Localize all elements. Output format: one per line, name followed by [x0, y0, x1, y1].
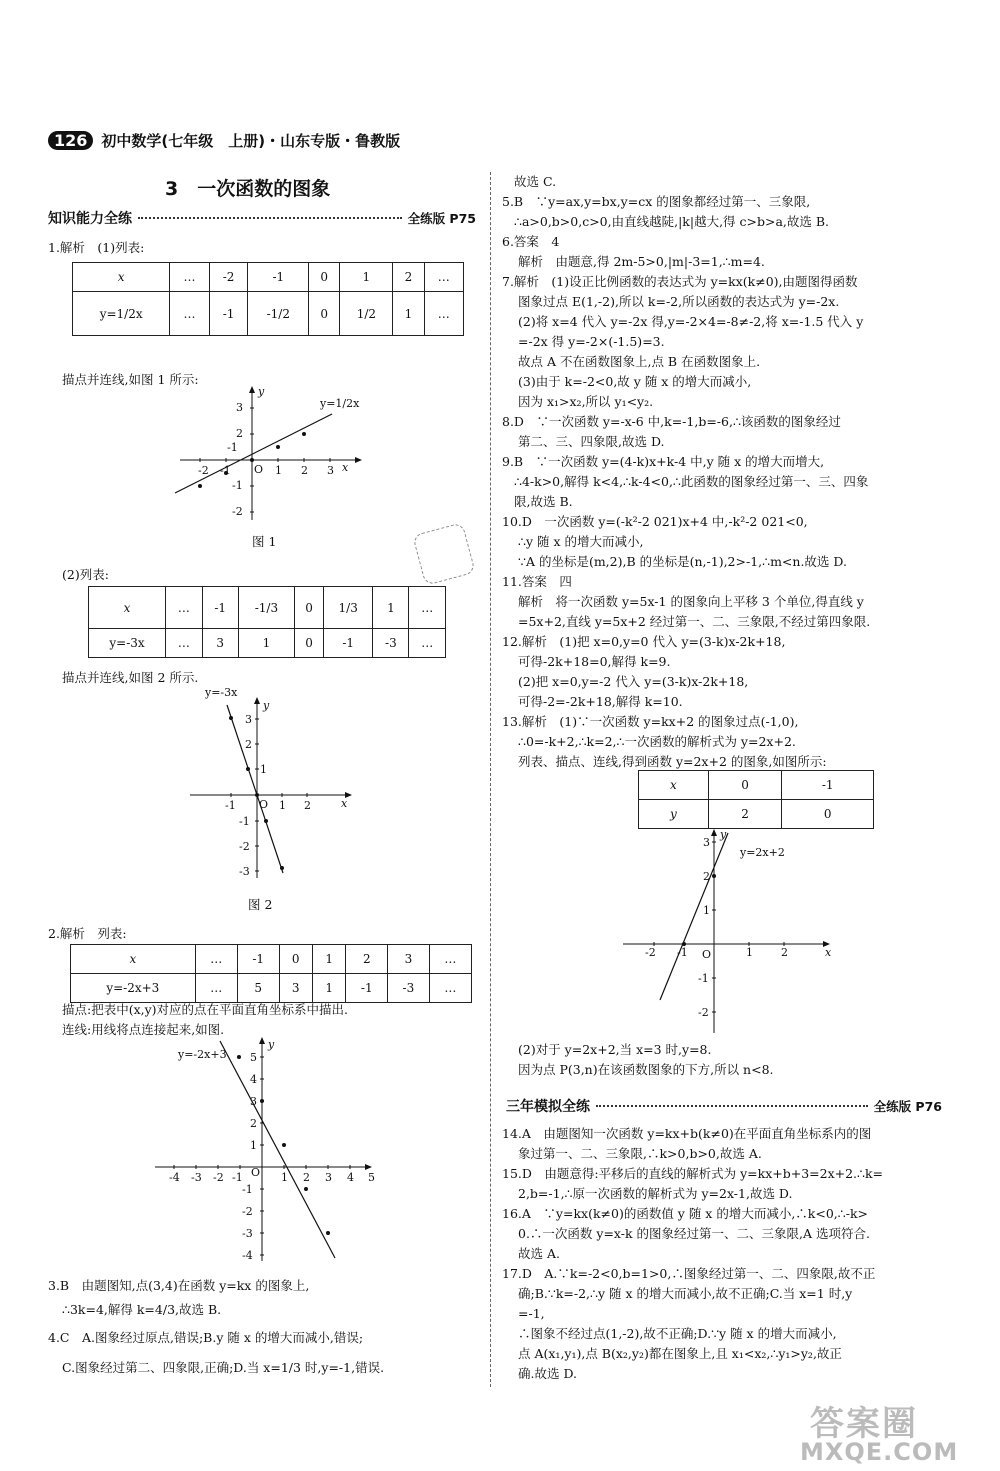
svg-text:3: 3 — [327, 464, 334, 477]
section-header: 知识能力全练 全练版 P75 — [48, 211, 476, 227]
svg-text:y: y — [258, 385, 265, 398]
svg-text:-1: -1 — [698, 972, 709, 985]
svg-text:-4: -4 — [242, 1249, 253, 1262]
svg-text:x: x — [341, 797, 348, 810]
right-column-bottom: 14.A 由题图知一次函数 y=kx+b(k≠0)在平面直角坐标系内的图 象过第一、二、三象限,∴k>0,b>0,故选 A. 15.D 由题意得:平移后的直线的解析式为 y=kx+b+3=2x+2.∴k= 2,b=-1,∴原一次函数的解析式为 y=2x-1,故选 D. 16.A ∵y=kx(k≠0)的函数值 y 随 x 的增大而减小,∴k<0,∴-k> 0.∴一次函数 y=x-k 的图象经过第一、二、三象限,A 选项符合. 故选 A. 17.D A.∵k=-2<0,b=1>0,∴图象经过第一、二、四象限,故不正 确;B.∵k=-2,∴y 随 x 的增大而减小,故不正确;C.当 x=1 时,y =-1, ∴图象不经过点(1,-2),故不正确;D.∵y 随 x 的增大而减小, 点 A(x₁,y₁),点 B(x₂,y₂)都在图象上,且 x₁<x₂,∴y₁>y₂,故正 确.故选 D. — [502, 1126, 884, 1381]
svg-text:O: O — [251, 1166, 261, 1179]
svg-text:2: 2 — [250, 1117, 257, 1130]
svg-text:y: y — [263, 699, 270, 712]
section-header: 三年模拟全练 全练版 P76 — [506, 1099, 942, 1115]
figure-4 — [618, 828, 843, 1038]
svg-text:1: 1 — [281, 1171, 288, 1184]
fig3-line-label: y=-2x+3 — [178, 1048, 227, 1061]
svg-text:2: 2 — [304, 799, 311, 812]
figure-2 — [185, 683, 365, 883]
draw-note-1: 描点并连线,如图 1 所示: — [62, 372, 199, 387]
svg-text:-2: -2 — [213, 1171, 224, 1184]
figure-1 — [170, 385, 370, 525]
stamp-mark — [412, 522, 476, 586]
svg-text:x: x — [342, 461, 349, 474]
svg-text:-3: -3 — [239, 865, 250, 878]
fig4-line-label: y=2x+2 — [740, 846, 785, 859]
svg-text:1: 1 — [260, 763, 267, 776]
svg-text:3: 3 — [245, 713, 252, 726]
svg-text:-1: -1 — [239, 815, 250, 828]
svg-text:-4: -4 — [169, 1171, 180, 1184]
q3-text-2: ∴3k=4,解得 k=4/3,故选 B. — [62, 1302, 222, 1317]
svg-text:-2: -2 — [232, 505, 243, 518]
svg-text:-2: -2 — [198, 464, 209, 477]
table-3: x … -1 0 1 2 3 … y=-2x+3 … 5 3 1 -1 -3 … — [70, 944, 472, 1003]
svg-text:y: y — [720, 828, 727, 841]
svg-text:-1: -1 — [220, 464, 231, 477]
fig1-line-label: y=1/2x — [320, 397, 360, 410]
svg-text:-2: -2 — [239, 840, 250, 853]
q2-text-2: 连线:用线将点连接起来,如图. — [62, 1022, 225, 1037]
q13-after-figure: (2)对于 y=2x+2,当 x=3 时,y=8. 因为点 P(3,n)在该函数图象的下方,所以 n<8. — [518, 1042, 774, 1077]
q4-text-1: 4.C A.图象经过原点,错误;B.y 随 x 的增大而减小,错误; — [48, 1330, 364, 1345]
chapter-title: 3 一次函数的图象 — [165, 178, 331, 200]
svg-text:y: y — [268, 1038, 275, 1051]
svg-text:4: 4 — [347, 1171, 354, 1184]
svg-text:3: 3 — [250, 1095, 257, 1108]
svg-text:2: 2 — [303, 1171, 310, 1184]
svg-text:2: 2 — [245, 738, 252, 751]
table-4: x 0 -1 y 2 0 — [638, 770, 874, 829]
svg-text:2: 2 — [703, 870, 710, 883]
svg-text:3: 3 — [236, 401, 243, 414]
book-title: 初中数学(七年级 上册)・山东专版・鲁教版 — [101, 132, 401, 150]
right-column-top: 故选 C. 5.B ∵y=ax,y=bx,y=cx 的图象都经过第一、三象限, ∴a>0,b>0,c>0,由直线越陡,|k|越大,得 c>b>a,故选 B. 6.答案 4 解析 由题意,得 2m-5>0,|m|-3=1,∴m=4. 7.解析 (1)设正比例函数的表达式为 y=kx(k≠0),由题图得函数 图象过点 E(1,-2),所以 k=-2,所以函数的表达式为 y=-2x. (2)将 x=4 代入 y=-2x 得,y=-2×4=-8≠-2,将 x=-1.5 代入 y =-2x 得 y=-2×(-1.5)=3. 故点 A 不在函数图象上,点 B 在函数图象上. (3)由于 k=-2<0,故 y 随 x 的增大而减小, 因为 x₁>x₂,所以 y₁<y₂. 8.D ∵一次函数 y=-x-6 中,k=-1,b=-6,∴该函数的图象经过 第二、三、四象限,故选 D. 9.B ∵一次函数 y=(4-k)x+k-4 中,y 随 x 的增大而增大, ∴4-k>0,解得 k<4,∴k-4<0,∴此函数的图象经过第一、三、四象 限,故选 B. 10.D 一次函数 y=(-k²-2 021)x+4 中,-k²-2 021<0, ∴y 随 x 的增大而减小, ∵A 的坐标是(m,2),B 的坐标是(n,-1),2>-1,∴m<n.故选 D. 11.答案 四 解析 将一次函数 y=5x-1 的图象向上平移 3 个单位,得直线 y =5x+2,直线 y=5x+2 经过第一、二、三象限,不经过第四象限. 12.解析 (1)把 x=0,y=0 代入 y=(3-k)x-2k+18, 可得-2k+18=0,解得 k=9. (2)把 x=0,y=-2 代入 y=(3-k)x-2k+18, 可得-2=-2k+18,解得 k=10. 13.解析 (1)∵一次函数 y=kx+2 的图象过点(-1,0), ∴0=-k+2,∴k=2,∴一次函数的解析式为 y=2x+2. 列表、描点、连线,得到函数 y=2x+2 的图象,如图所示: — [502, 174, 871, 769]
figure-3 — [150, 1036, 380, 1266]
svg-text:-3: -3 — [191, 1171, 202, 1184]
svg-text:1: 1 — [275, 464, 282, 477]
svg-text:-1: -1 — [227, 441, 238, 454]
svg-text:1: 1 — [250, 1139, 257, 1152]
svg-text:-1: -1 — [242, 1183, 253, 1196]
svg-text:x: x — [825, 946, 832, 959]
svg-text:-3: -3 — [242, 1227, 253, 1240]
svg-text:-1: -1 — [232, 1171, 243, 1184]
svg-text:5: 5 — [250, 1051, 257, 1064]
q3-text-1: 3.B 由题图知,点(3,4)在函数 y=kx 的图象上, — [48, 1278, 310, 1293]
table-2: x … -1 -1/3 0 1/3 1 … y=-3x … 3 1 0 -1 -3 … — [88, 586, 446, 658]
page-number: 126 — [48, 131, 93, 150]
svg-text:3: 3 — [325, 1171, 332, 1184]
svg-text:-1: -1 — [232, 479, 243, 492]
fig2-caption: 图 2 — [248, 897, 273, 912]
fig1-caption: 图 1 — [252, 534, 277, 549]
svg-text:2: 2 — [301, 464, 308, 477]
table-1: x … -2 -1 0 1 2 … y=1/2x … -1 -1/2 0 1/2 1 … — [72, 262, 464, 336]
svg-text:3: 3 — [703, 836, 710, 849]
q4-text-2: C.图象经过第二、四象限,正确;D.当 x=1/3 时,y=-1,错误. — [62, 1360, 385, 1375]
fig2-line-label: y=-3x — [205, 686, 238, 699]
draw-note-2: 描点并连线,如图 2 所示. — [62, 670, 199, 685]
watermark-logo: 答案圈 — [810, 1404, 918, 1444]
svg-text:-2: -2 — [698, 1006, 709, 1019]
column-divider — [490, 172, 491, 1387]
svg-text:-1: -1 — [225, 799, 236, 812]
q2-text-1: 描点:把表中(x,y)对应的点在平面直角坐标系中描出. — [62, 1002, 349, 1017]
svg-text:1: 1 — [746, 946, 753, 959]
q1-heading: 1.解析 (1)列表: — [48, 240, 145, 255]
watermark-url: MXQE.COM — [800, 1438, 959, 1466]
part2-heading: (2)列表: — [62, 567, 109, 582]
svg-text:O: O — [259, 798, 269, 811]
svg-text:O: O — [702, 948, 712, 961]
svg-text:1: 1 — [279, 799, 286, 812]
svg-text:2: 2 — [236, 427, 243, 440]
svg-text:1: 1 — [703, 904, 710, 917]
svg-text:2: 2 — [781, 946, 788, 959]
svg-text:4: 4 — [250, 1073, 257, 1086]
svg-text:O: O — [254, 463, 264, 476]
q2-heading: 2.解析 列表: — [48, 926, 127, 941]
svg-text:-1: -1 — [677, 946, 688, 959]
page-header — [48, 130, 400, 151]
svg-text:-2: -2 — [645, 946, 656, 959]
svg-text:5: 5 — [368, 1171, 375, 1184]
svg-text:-2: -2 — [242, 1205, 253, 1218]
